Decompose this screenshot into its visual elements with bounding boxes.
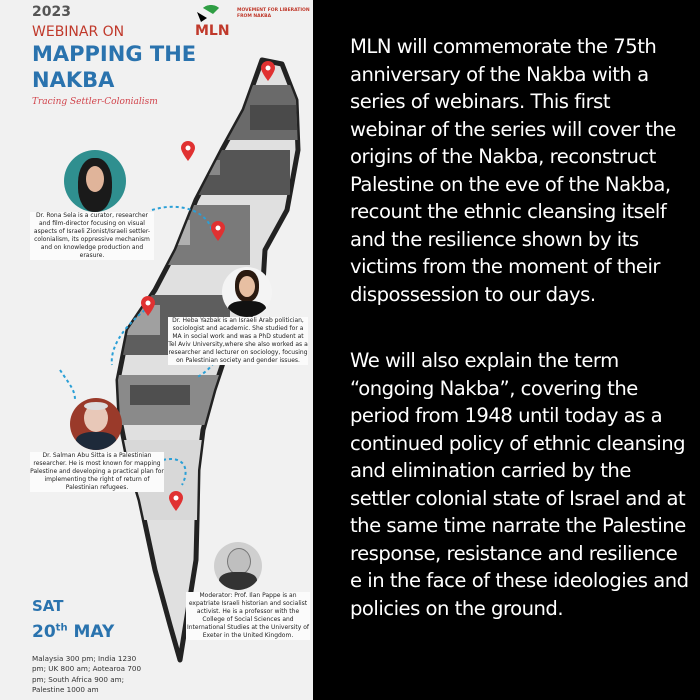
event-date-number: 20 xyxy=(32,622,56,642)
moderator-bio: Moderator: Prof. Ilan Pappe is an expatriate Israeli historian and socialist activist. He is a professor with the College of Social Sciences and International Studies at the University of Exeter in the United Kingdom. xyxy=(186,592,309,639)
map-pin-icon xyxy=(260,60,276,82)
speaker-photo-heba-yazbak xyxy=(222,267,272,317)
speaker-photo-rona-sela xyxy=(64,150,126,212)
dotted-arrow-5 xyxy=(60,370,75,400)
event-date xyxy=(32,622,114,642)
event-date-suffix: th xyxy=(55,622,68,634)
description-paragraph-2: We will also explain the term “ongoing Nakba”, covering the period from 1948 until today as a continued policy of ethnic cleansing and elimination carried by the settler colonial state of Israel and at the same time narrate the Palestine response, resistance and resilience e in the face of these ideologies and policies on the ground. xyxy=(350,349,689,620)
speaker-bio: Dr. Heba Yazbak is an Israeli Arab politician, sociologist and academic. She studied for a MA in social work and was a PhD student at Tel Aviv University,where she also worked as a researcher and lecturer on sociology, focusing on Palestinian society and gender issues. xyxy=(168,317,308,364)
poster-title-line1: MAPPING THE xyxy=(32,42,197,66)
event-day: SAT xyxy=(32,597,64,615)
speaker-bio: Dr. Rona Sela is a curator, researcher and film-director focusing on visual aspects of Israeli Zionist/Israeli settler-colonialism, its oppressive mechanism and on knowledge production and erasure. xyxy=(30,212,154,260)
speaker-photo-salman-abu-sitta xyxy=(70,398,122,450)
map-pin-icon xyxy=(210,220,226,242)
event-times: Malaysia 300 pm; India 1230 pm; UK 800 am; Aotearoa 700 pm; South Africa 900 am; Palestine 1000 am xyxy=(32,654,142,694)
poster-year: 2023 xyxy=(32,4,71,20)
speaker-photo-ilan-pappe xyxy=(214,542,262,590)
poster-tagline: Tracing Settler-Colonialism xyxy=(32,97,158,107)
map-pin-icon xyxy=(140,295,156,317)
organization-name: MOVEMENT FOR LIBERATION FROM NAKBA xyxy=(237,8,310,19)
webinar-poster xyxy=(0,0,313,700)
speaker-bio: Dr. Salman Abu Sitta is a Palestinian researcher. He is most known for mapping Palestine and developing a practical plan for implementing the right of return of Palestinian refugees. xyxy=(30,452,164,491)
mln-logo xyxy=(193,4,233,38)
map-pin-icon xyxy=(168,490,184,512)
map-pin-icon xyxy=(180,140,196,162)
event-month: MAY xyxy=(73,622,115,642)
svg-text:MLN: MLN xyxy=(195,23,230,38)
description-paragraph-1: MLN will commemorate the 75th anniversary of the Nakba with a series of webinars. This first webinar of the series will cover the origins of the Nakba, reconstruct Palestine on the eve of the Nakba, recount the ethnic cleansing itself and the resilience shown by its victims from the moment of their dispossession to our days. xyxy=(350,35,676,306)
poster-webinar-label: WEBINAR ON xyxy=(32,24,125,40)
poster-title-line2: NAKBA xyxy=(32,68,115,92)
description-panel xyxy=(313,0,700,700)
